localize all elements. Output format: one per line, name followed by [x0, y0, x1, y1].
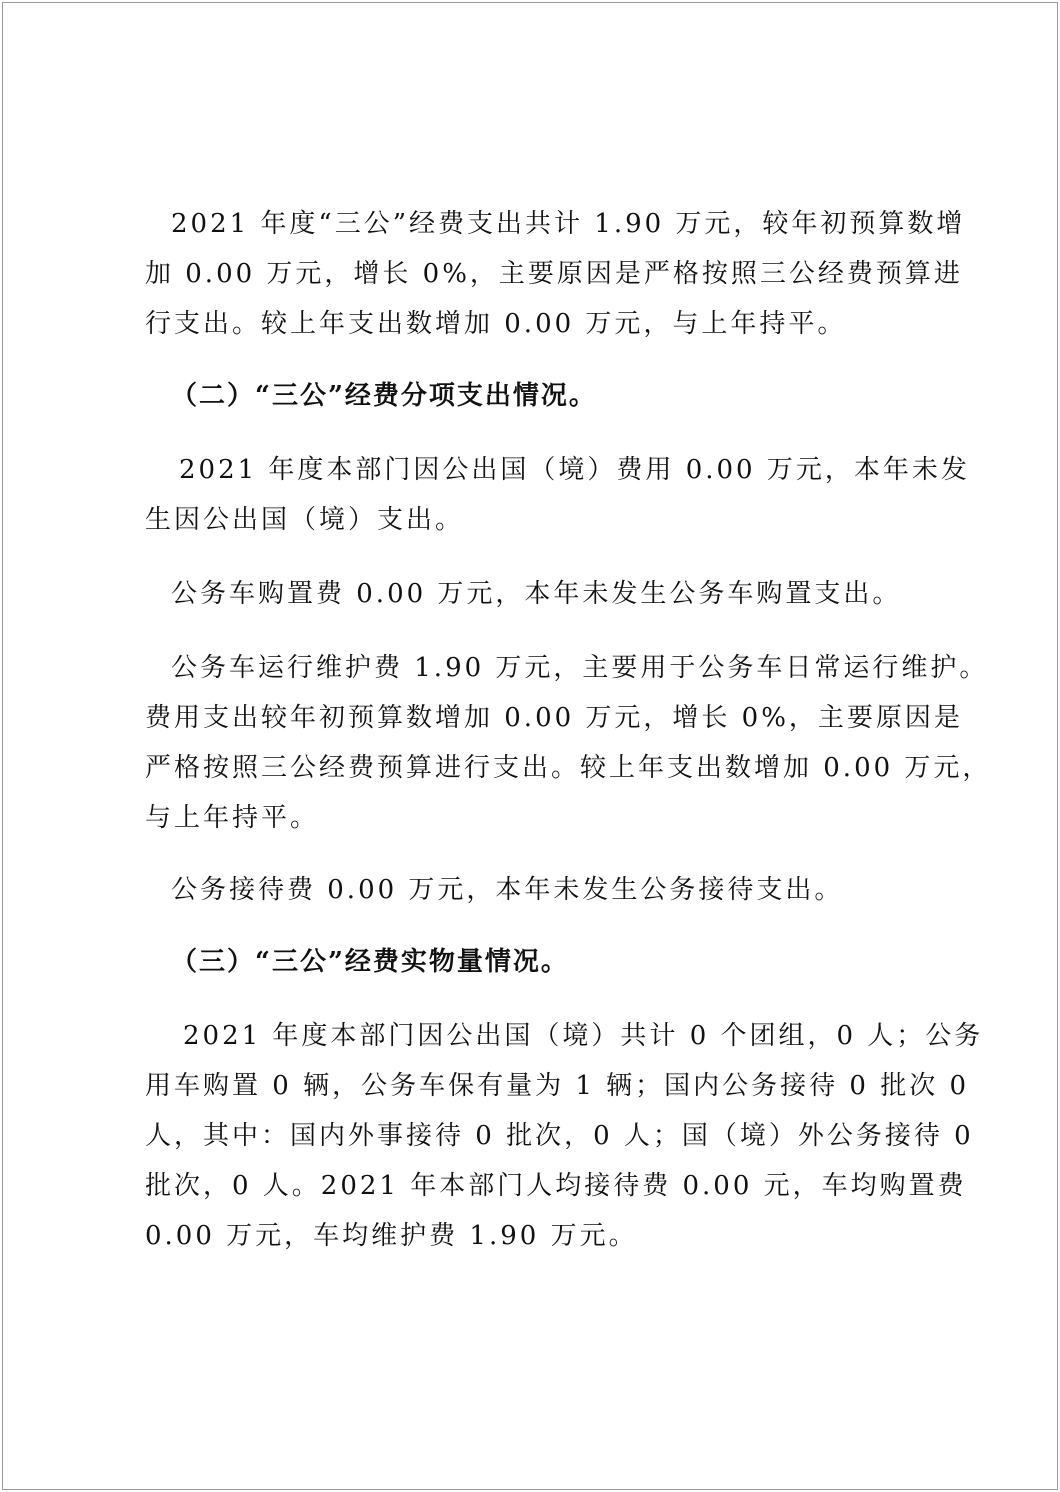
paragraph-6-line-5: 0.00 万元，车均维护费 1.90 万元。 — [145, 1221, 638, 1251]
paragraph-2-line-1: 2021 年度本部门因公出国（境）费用 0.00 万元，本年未发 — [179, 455, 970, 485]
section-heading-3: （三）“三公”经费实物量情况。 — [171, 947, 569, 977]
section-heading-2: （二）“三公”经费分项支出情况。 — [171, 381, 597, 411]
paragraph-2-line-2: 生因公出国（境）支出。 — [145, 505, 465, 535]
paragraph-6-line-1: 2021 年度本部门因公出国（境）共计 0 个团组，0 人；公务 — [183, 1021, 984, 1051]
paragraph-1-line-1: 2021 年度“三公”经费支出共计 1.90 万元，较年初预算数增 — [171, 209, 966, 239]
paragraph-6-line-2: 用车购置 0 辆，公务车保有量为 1 辆；国内公务接待 0 批次 0 — [145, 1071, 970, 1101]
paragraph-6-line-3: 人，其中：国内外事接待 0 批次，0 人；国（境）外公务接待 0 — [145, 1121, 974, 1151]
paragraph-5-line-1: 公务接待费 0.00 万元，本年未发生公务接待支出。 — [171, 875, 844, 905]
document-page — [2, 2, 1058, 1490]
paragraph-4-line-3: 严格按照三公经费预算进行支出。较上年支出数增加 0.00 万元， — [145, 753, 992, 783]
paragraph-6-line-4: 批次，0 人。2021 年本部门人均接待费 0.00 元，车均购置费 — [145, 1171, 967, 1201]
paragraph-4-line-2: 费用支出较年初预算数增加 0.00 万元，增长 0%，主要原因是 — [145, 703, 963, 733]
paragraph-1-line-3: 行支出。较上年支出数增加 0.00 万元，与上年持平。 — [145, 309, 847, 339]
paragraph-4-line-1: 公务车运行维护费 1.90 万元，主要用于公务车日常运行维护。 — [171, 653, 989, 683]
paragraph-1-line-2: 加 0.00 万元，增长 0%，主要原因是严格按照三公经费预算进 — [145, 259, 963, 289]
paragraph-4-line-4: 与上年持平。 — [145, 803, 320, 833]
paragraph-3-line-1: 公务车购置费 0.00 万元，本年未发生公务车购置支出。 — [171, 579, 902, 609]
